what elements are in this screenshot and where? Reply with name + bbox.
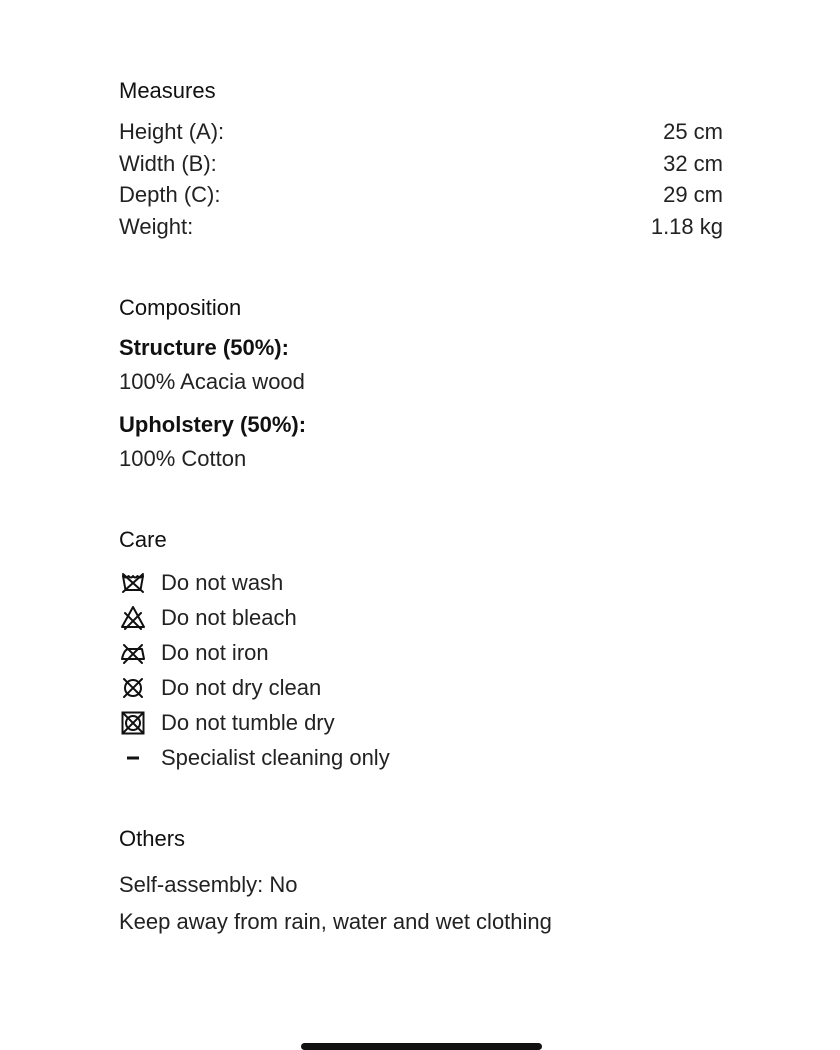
measure-label: Width (B): xyxy=(119,150,217,176)
composition-title: Composition xyxy=(119,295,242,320)
composition-value: 100% Cotton xyxy=(119,446,247,471)
measures-section xyxy=(119,76,723,242)
home-indicator[interactable] xyxy=(301,1043,542,1050)
composition-value: 100% Acacia wood xyxy=(119,369,305,394)
measure-value: 25 cm xyxy=(663,119,723,144)
care-title: Care xyxy=(119,527,167,552)
care-item-do-not-dry-clean xyxy=(119,670,723,705)
measure-value: 1.18 kg xyxy=(650,213,723,239)
others-title: Others xyxy=(119,826,186,851)
measure-row-weight xyxy=(119,211,723,243)
composition-heading: Upholstery (50%): xyxy=(119,412,307,437)
care-label: Do not dry clean xyxy=(161,674,322,700)
care-item-do-not-tumble-dry xyxy=(119,705,723,740)
care-item-do-not-bleach xyxy=(119,600,723,635)
care-section xyxy=(119,525,723,775)
specialist-cleaning-icon xyxy=(119,744,147,772)
care-label: Do not tumble dry xyxy=(161,709,335,735)
care-label: Do not wash xyxy=(161,569,284,595)
others-section xyxy=(119,824,723,940)
do-not-tumble-dry-icon xyxy=(119,709,147,737)
measure-value: 29 cm xyxy=(663,182,723,207)
care-item-do-not-wash xyxy=(119,565,723,600)
care-label: Do not bleach xyxy=(161,604,297,630)
composition-structure xyxy=(119,333,723,397)
measure-label: Depth (C): xyxy=(119,182,221,207)
measure-label: Weight: xyxy=(119,213,194,239)
product-details xyxy=(119,76,723,940)
composition-heading: Structure (50%): xyxy=(119,335,289,360)
care-label: Do not iron xyxy=(161,639,269,665)
do-not-dry-clean-icon xyxy=(119,674,147,702)
composition-upholstery xyxy=(119,410,723,474)
measure-label: Height (A): xyxy=(119,119,225,144)
self-assembly-info: Self-assembly: No xyxy=(119,872,298,897)
measure-value: 32 cm xyxy=(663,150,723,176)
care-item-specialist-cleaning xyxy=(119,740,723,775)
weather-warning-info: Keep away from rain, water and wet clothing xyxy=(119,909,552,934)
measure-row-depth xyxy=(119,179,723,211)
care-label: Specialist cleaning only xyxy=(161,744,390,770)
measures-title: Measures xyxy=(119,78,216,103)
do-not-iron-icon xyxy=(119,639,147,667)
do-not-wash-icon xyxy=(119,569,147,597)
care-item-do-not-iron xyxy=(119,635,723,670)
do-not-bleach-icon xyxy=(119,604,147,632)
measure-row-width xyxy=(119,148,723,180)
measure-row-height xyxy=(119,116,723,148)
composition-section xyxy=(119,293,723,474)
